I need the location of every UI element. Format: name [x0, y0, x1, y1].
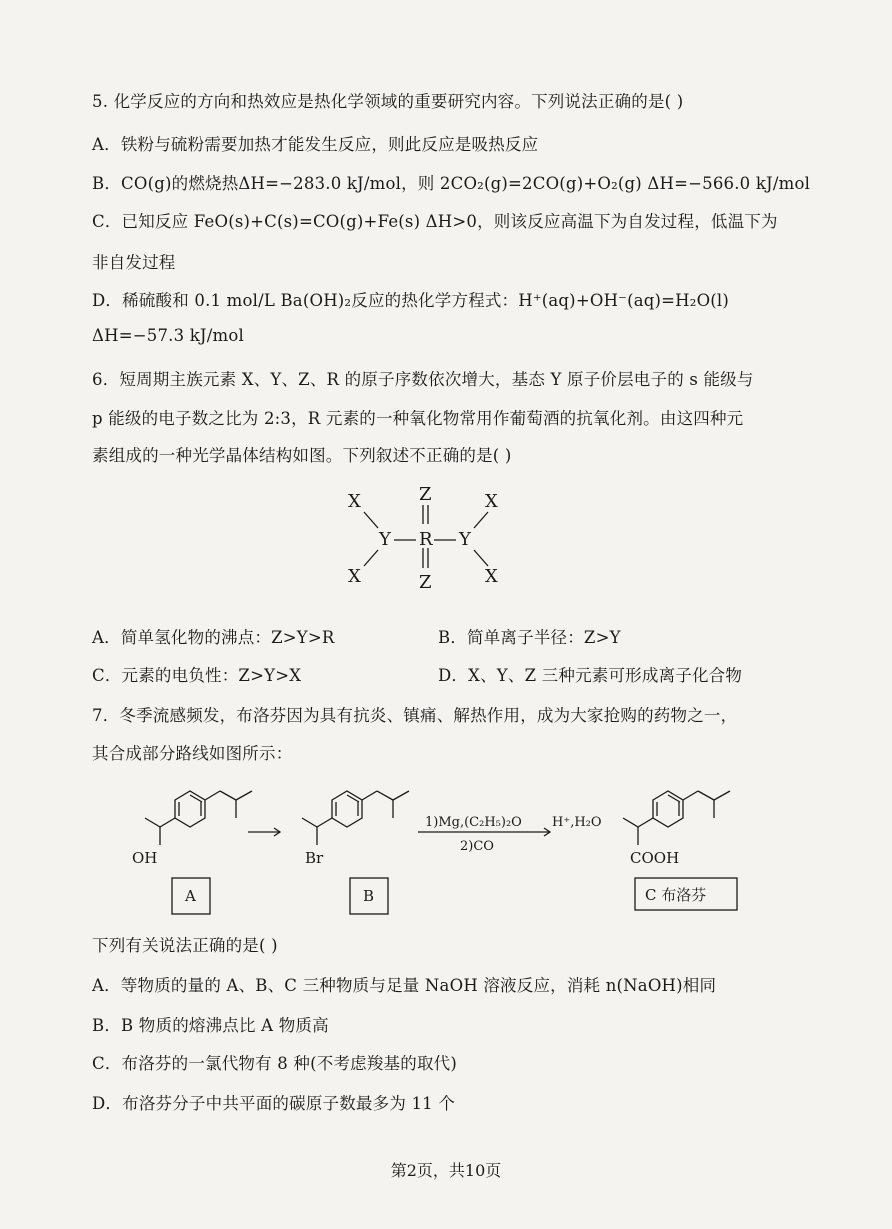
atom-x-br: X: [485, 566, 498, 587]
q6-option-d: D．X、Y、Z 三种元素可形成离子化合物: [438, 666, 743, 685]
atom-z-bottom: Z: [419, 572, 432, 593]
atom-x-tl: X: [348, 491, 361, 512]
q5-option-b: B．CO(g)的燃烧热ΔH=−283.0 kJ/mol，则 2CO₂(g)=2CO(g)+O₂(g) ΔH=−566.0 kJ/mol: [92, 174, 811, 193]
q7-synthesis-route-diagram: [100, 770, 780, 920]
atom-x-bl: X: [348, 566, 361, 587]
q6-stem-1: 6．短周期主族元素 X、Y、Z、R 的原子序数依次增大，基态 Y 原子价层电子的 s 能级与: [92, 370, 754, 389]
q6-option-c: C．元素的电负性：Z>Y>X: [92, 666, 302, 685]
q6-structure-diagram: [330, 478, 530, 598]
q7-stem-1: 7．冬季流感频发，布洛芬因为具有抗炎、镇痛、解热作用，成为大家抢购的药物之一，: [92, 706, 738, 725]
reagent-1: 1)Mg,(C₂H₅)₂O: [425, 815, 522, 830]
atom-x-tr: X: [485, 491, 498, 512]
q5-stem: 5. 化学反应的方向和热效应是热化学领域的重要研究内容。下列说法正确的是( ): [92, 92, 684, 111]
group-oh: OH: [132, 849, 158, 867]
q6-stem-2: p 能级的电子数之比为 2:3，R 元素的一种氧化物常用作葡萄酒的抗氧化剂。由这四种元: [92, 409, 744, 428]
q5-option-d: D．稀硫酸和 0.1 mol/L Ba(OH)₂反应的热化学方程式：H⁺(aq)+OH⁻(aq)=H₂O(l): [92, 291, 730, 310]
q6-option-b: B．简单离子半径：Z>Y: [438, 628, 621, 647]
q5-option-d-cont: ΔH=−57.3 kJ/mol: [92, 326, 244, 345]
atom-z-top: Z: [419, 484, 432, 505]
q5-option-a: A．铁粉与硫粉需要加热才能发生反应，则此反应是吸热反应: [92, 135, 539, 154]
q6-stem-3: 素组成的一种光学晶体结构如图。下列叙述不正确的是( ): [92, 446, 512, 465]
page-footer: 第2页，共10页: [390, 1161, 502, 1180]
q7-option-b: B．B 物质的熔沸点比 A 物质高: [92, 1016, 329, 1035]
atom-y-left: Y: [379, 529, 391, 550]
label-a: A: [185, 887, 196, 905]
q5-option-c-cont: 非自发过程: [92, 253, 176, 272]
q5-option-c: C．已知反应 FeO(s)+C(s)=CO(g)+Fe(s) ΔH>0，则该反应高温下为自发过程，低温下为: [92, 212, 778, 231]
q6-option-a: A．简单氢化物的沸点：Z>Y>R: [92, 628, 335, 647]
q7-option-a: A．等物质的量的 A、B、C 三种物质与足量 NaOH 溶液反应，消耗 n(NaOH)相同: [92, 976, 717, 995]
atom-y-right: Y: [459, 529, 471, 550]
reagent-2: 2)CO: [460, 839, 494, 854]
label-b: B: [363, 887, 375, 905]
q7-stem-2: 其合成部分路线如图所示：: [92, 744, 293, 763]
reagent-3: H⁺,H₂O: [552, 815, 602, 830]
q7-option-c: C．布洛芬的一氯代物有 8 种(不考虑羧基的取代): [92, 1054, 457, 1073]
label-c: C 布洛芬: [645, 886, 707, 904]
q7-option-d: D．布洛芬分子中共平面的碳原子数最多为 11 个: [92, 1094, 456, 1113]
atom-r: R: [419, 529, 433, 550]
group-cooh: COOH: [630, 849, 680, 867]
group-br: Br: [305, 849, 324, 867]
q7-question: 下列有关说法正确的是( ): [92, 936, 278, 955]
